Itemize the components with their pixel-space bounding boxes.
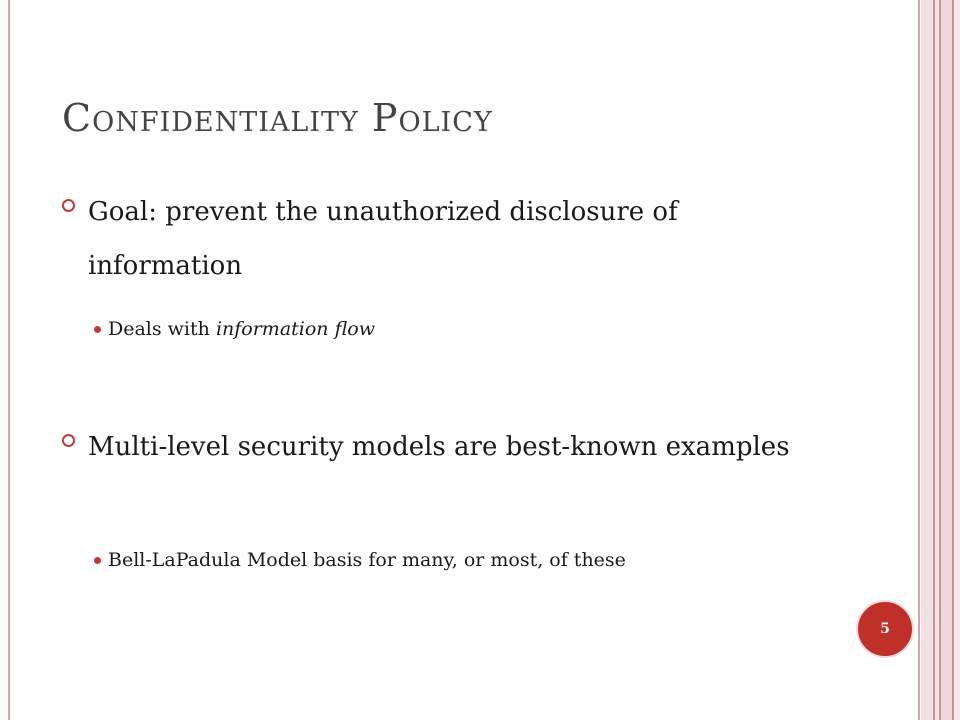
dot-bullet-icon bbox=[94, 326, 101, 333]
page-number-badge: 5 bbox=[856, 600, 914, 658]
stripe bbox=[918, 0, 920, 720]
ring-bullet-icon bbox=[62, 199, 75, 212]
stripe bbox=[941, 0, 952, 720]
sub-bullet-information-flow bbox=[108, 318, 375, 340]
bullet-text: Multi-level security models are best-known examples bbox=[88, 432, 790, 462]
sub-bullet-prefix: Deals with bbox=[108, 318, 216, 340]
sub-bullet-emphasis: information flow bbox=[215, 318, 375, 340]
bullet-multi-level bbox=[62, 420, 822, 474]
bullet-text: Goal: prevent the unauthorized disclosure of information bbox=[88, 197, 678, 281]
slide-title: Confidentiality Policy bbox=[62, 96, 493, 140]
dot-bullet-icon bbox=[94, 557, 101, 564]
ring-bullet-icon bbox=[62, 434, 75, 447]
stripe bbox=[921, 0, 933, 720]
sub-bullet-bell-lapadula bbox=[108, 549, 626, 571]
left-border-line bbox=[8, 0, 10, 720]
bullet-goal bbox=[62, 185, 822, 293]
stripe bbox=[954, 0, 960, 720]
sub-bullet-text: Bell-LaPadula Model basis for many, or most, of these bbox=[108, 549, 626, 571]
